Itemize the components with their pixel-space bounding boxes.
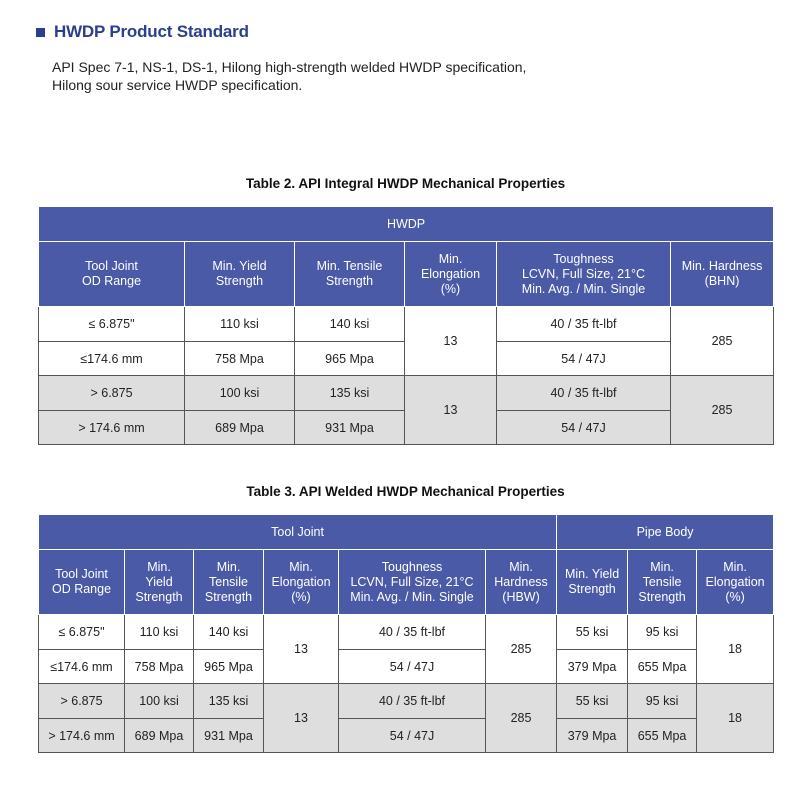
- intro-line: Hilong sour service HWDP specification.: [52, 77, 303, 93]
- yield-cell: 758 Mpa: [125, 650, 194, 684]
- col-header-pipe-tensile: Min. Tensile Strength: [628, 550, 697, 615]
- od-cell: > 6.875: [39, 376, 185, 411]
- col-header-hardness: Min. Hardness (BHN): [671, 242, 774, 307]
- col-header-tensile: Min. Tensile Strength: [194, 550, 264, 615]
- od-cell: ≤ 6.875": [39, 615, 125, 650]
- od-cell: ≤ 6.875": [39, 307, 185, 342]
- tensile-cell: 135 ksi: [194, 684, 264, 719]
- table2-group-header: HWDP: [39, 207, 774, 242]
- table2-integral-hwdp: [38, 206, 774, 445]
- pipe-elongation-cell: 18: [697, 615, 774, 684]
- pipe-tensile-cell: 95 ksi: [628, 615, 697, 650]
- toughness-cell: 40 / 35 ft-lbf: [339, 615, 486, 650]
- col-header-pipe-elongation: Min. Elongation (%): [697, 550, 774, 615]
- pipe-yield-cell: 55 ksi: [557, 684, 628, 719]
- col-header-tensile: Min. Tensile Strength: [295, 242, 405, 307]
- col-header-toughness: Toughness LCVN, Full Size, 21°C Min. Avg. / Min. Single: [497, 242, 671, 307]
- toughness-cell: 54 / 47J: [339, 650, 486, 684]
- table-row: [39, 307, 774, 342]
- table3-caption: Table 3. API Welded HWDP Mechanical Properties: [246, 484, 565, 499]
- toughness-cell: 54 / 47J: [497, 342, 671, 376]
- od-cell: > 174.6 mm: [39, 411, 185, 445]
- table-row: [39, 615, 774, 650]
- col-header-od-range: Tool Joint OD Range: [39, 550, 125, 615]
- tensile-cell: 931 Mpa: [295, 411, 405, 445]
- toughness-cell: 40 / 35 ft-lbf: [497, 307, 671, 342]
- col-header-od-range: Tool Joint OD Range: [39, 242, 185, 307]
- elongation-cell: 13: [405, 376, 497, 445]
- hardness-cell: 285: [486, 684, 557, 753]
- pipe-tensile-cell: 655 Mpa: [628, 719, 697, 753]
- toughness-cell: 54 / 47J: [339, 719, 486, 753]
- table3-group-header-tool-joint: Tool Joint: [39, 515, 557, 550]
- pipe-elongation-cell: 18: [697, 684, 774, 753]
- table3-welded-hwdp: [38, 514, 774, 753]
- col-header-pipe-yield: Min. Yield Strength: [557, 550, 628, 615]
- hardness-cell: 285: [486, 615, 557, 684]
- od-cell: ≤174.6 mm: [39, 342, 185, 376]
- col-header-hardness: Min. Hardness (HBW): [486, 550, 557, 615]
- toughness-cell: 54 / 47J: [497, 411, 671, 445]
- col-header-yield: Min. Yield Strength: [125, 550, 194, 615]
- hardness-cell: 285: [671, 376, 774, 445]
- pipe-yield-cell: 55 ksi: [557, 615, 628, 650]
- elongation-cell: 13: [264, 684, 339, 753]
- tensile-cell: 140 ksi: [295, 307, 405, 342]
- tensile-cell: 140 ksi: [194, 615, 264, 650]
- hardness-cell: 285: [671, 307, 774, 376]
- table-row: [39, 376, 774, 411]
- pipe-yield-cell: 379 Mpa: [557, 719, 628, 753]
- bullet-square-icon: [36, 28, 45, 37]
- yield-cell: 100 ksi: [185, 376, 295, 411]
- yield-cell: 689 Mpa: [125, 719, 194, 753]
- table-row: [39, 650, 774, 684]
- col-header-toughness: Toughness LCVN, Full Size, 21°C Min. Avg. / Min. Single: [339, 550, 486, 615]
- od-cell: > 174.6 mm: [39, 719, 125, 753]
- table-row: [39, 719, 774, 753]
- table3-group-header-pipe-body: Pipe Body: [557, 515, 774, 550]
- pipe-tensile-cell: 655 Mpa: [628, 650, 697, 684]
- col-header-elongation: Min. Elongation (%): [264, 550, 339, 615]
- table2-caption: Table 2. API Integral HWDP Mechanical Properties: [245, 176, 566, 191]
- od-cell: ≤174.6 mm: [39, 650, 125, 684]
- yield-cell: 110 ksi: [125, 615, 194, 650]
- tensile-cell: 931 Mpa: [194, 719, 264, 753]
- tensile-cell: 135 ksi: [295, 376, 405, 411]
- section-heading: [36, 22, 249, 42]
- col-header-elongation: Min. Elongation (%): [405, 242, 497, 307]
- pipe-yield-cell: 379 Mpa: [557, 650, 628, 684]
- yield-cell: 758 Mpa: [185, 342, 295, 376]
- toughness-cell: 40 / 35 ft-lbf: [497, 376, 671, 411]
- yield-cell: 100 ksi: [125, 684, 194, 719]
- pipe-tensile-cell: 95 ksi: [628, 684, 697, 719]
- intro-paragraph: [52, 58, 526, 94]
- tensile-cell: 965 Mpa: [194, 650, 264, 684]
- yield-cell: 689 Mpa: [185, 411, 295, 445]
- toughness-cell: 40 / 35 ft-lbf: [339, 684, 486, 719]
- intro-line: API Spec 7-1, NS-1, DS-1, Hilong high-strength welded HWDP specification,: [52, 59, 527, 75]
- od-cell: > 6.875: [39, 684, 125, 719]
- yield-cell: 110 ksi: [185, 307, 295, 342]
- col-header-yield: Min. Yield Strength: [185, 242, 295, 307]
- table-row: [39, 684, 774, 719]
- elongation-cell: 13: [405, 307, 497, 376]
- elongation-cell: 13: [264, 615, 339, 684]
- section-title: HWDP Product Standard: [54, 22, 249, 41]
- tensile-cell: 965 Mpa: [295, 342, 405, 376]
